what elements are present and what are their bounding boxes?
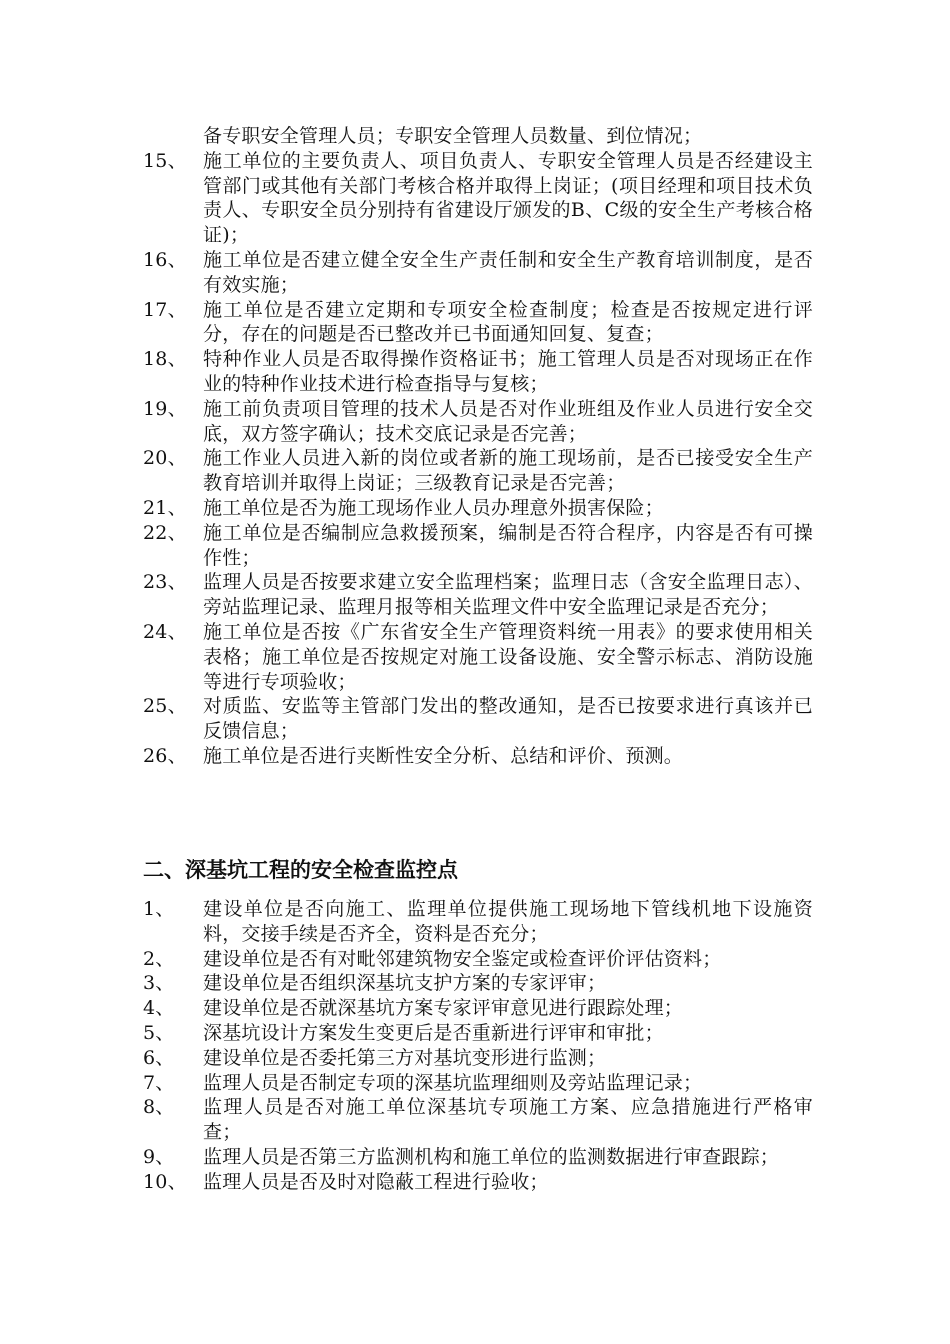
item-number: 25、 [143,695,187,718]
item-number: 22、 [143,521,187,544]
item-text: 建设单位是否就深基坑方案专家评审意见进行跟踪处理； [203,997,684,1020]
item-text: 施工单位是否编制应急救援预案，编制是否符合程序，内容是否有可操作性； [203,521,813,569]
item-number: 3、 [143,972,175,995]
item-text: 监理人员是否及时对隐蔽工程进行验收； [203,1170,549,1193]
list-item [143,570,813,620]
item-text: 建设单位是否有对毗邻建筑物安全鉴定或检查评价评估资料； [203,947,722,970]
item-text: 施工单位是否建立健全安全生产责任制和安全生产教育培训制度，是否有效实施； [203,248,813,296]
list-item [143,248,813,298]
list-item [143,1046,813,1071]
lower-list [143,897,813,1195]
item-number: 16、 [143,248,187,271]
list-item [143,947,813,972]
list-item [143,694,813,744]
item-text: 监理人员是否对施工单位深基坑专项施工方案、应急措施进行严格审查； [203,1096,813,1144]
item-text: 施工前负责项目管理的技术人员是否对作业班组及作业人员进行安全交底，双方签字确认；技术交底记录是否完善； [203,397,813,445]
continuation-text: 备专职安全管理人员；专职安全管理人员数量、到位情况； [203,125,703,147]
item-text: 深基坑设计方案发生变更后是否重新进行评审和审批； [203,1021,664,1044]
item-number: 8、 [143,1096,175,1119]
item-text: 施工单位是否进行夹断性安全分析、总结和评价、预测。 [203,744,684,767]
item-number: 1、 [143,898,175,920]
item-text: 施工单位是否建立定期和专项安全检查制度；检查是否按规定进行评分，存在的问题是否已整改并已书面通知回复、复查； [203,298,813,346]
item-text: 建设单位是否组织深基坑支护方案的专家评审； [203,972,607,995]
item-number: 17、 [143,298,187,321]
item-number: 18、 [143,348,187,371]
item-number: 23、 [143,571,187,594]
item-number: 10、 [143,1170,187,1193]
item-text: 监理人员是否第三方监测机构和施工单位的监测数据进行审查跟踪； [203,1145,780,1168]
item-number: 2、 [143,947,175,970]
item-text: 特种作业人员是否取得操作资格证书；施工管理人员是否对现场正在作业的特种作业技术进行检查指导与复核； [203,348,813,395]
list-item [143,1170,813,1195]
item-number: 24、 [143,620,187,643]
list-item [143,1021,813,1046]
item-text: 施工单位的主要负责人、项目负责人、专职安全管理人员是否经建设主管部门或其他有关部门考核合格并取得上岗证；(项目经理和项目技术负责人、专职安全员分别持有省建设厅颁发的B、C级的安全生产考核合格证)； [203,149,813,247]
list-item [143,971,813,996]
list-item [143,298,813,348]
item-text: 建设单位是否向施工、监理单位提供施工现场地下管线机地下设施资料，交接手续是否齐全，资料是否充分； [203,898,813,945]
item-number: 9、 [143,1145,175,1168]
item-number: 7、 [143,1071,175,1094]
list-item [143,1071,813,1096]
item-text: 对质监、安监等主管部门发出的整改通知，是否已按要求进行真该并已反馈信息； [203,695,813,743]
item-text: 监理人员是否按要求建立安全监理档案；监理日志（含安全监理日志）、旁站监理记录、监理月报等相关监理文件中安全监理记录是否充分； [203,571,813,619]
list-item [143,397,813,447]
item-text: 监理人员是否制定专项的深基坑监理细则及旁站监理记录； [203,1071,703,1094]
list-item [143,446,813,496]
item-number: 20、 [143,447,187,470]
list-item [143,521,813,571]
list-item [143,347,813,397]
item-text: 施工作业人员进入新的岗位或者新的施工现场前，是否已接受安全生产教育培训并取得上岗证；三级教育记录是否完善； [203,447,813,495]
item-number: 6、 [143,1046,175,1069]
list-item [143,744,813,769]
item-number: 5、 [143,1021,175,1044]
item-number: 15、 [143,149,187,172]
item-text: 施工单位是否为施工现场作业人员办理意外损害保险； [203,496,664,519]
item-number: 4、 [143,997,175,1020]
list-item [143,1145,813,1170]
item-text: 施工单位是否按《广东省安全生产管理资料统一用表》的要求使用相关表格；施工单位是否按规定对施工设备设施、安全警示标志、消防设施等进行专项验收； [203,620,813,693]
list-item [143,496,813,521]
item-number: 26、 [143,744,187,767]
list-item [143,996,813,1021]
list-item [143,897,813,947]
list-item [143,149,813,248]
item-number: 19、 [143,397,187,420]
item-text: 建设单位是否委托第三方对基坑变形进行监测； [203,1046,607,1069]
item-number: 21、 [143,496,187,519]
section-heading: 二、深基坑工程的安全检查监控点 [143,858,458,882]
list-item [143,1095,813,1145]
list-item [143,620,813,694]
upper-list [143,124,813,769]
